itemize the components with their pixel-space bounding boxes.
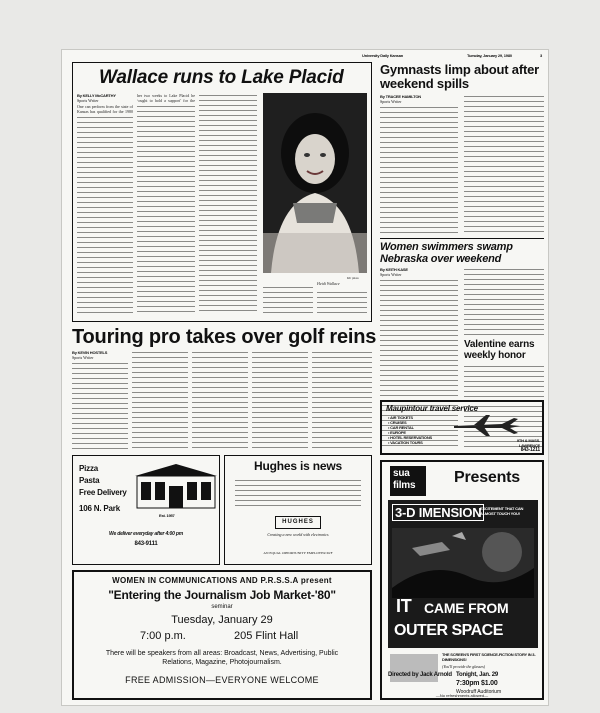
golf-col1-lines [72, 361, 128, 449]
gymnasts-byline: By TRACEE HAMILTON [380, 94, 421, 99]
journalism-ad-date: Tuesday, January 29 [171, 614, 273, 626]
travel-ad-name: Maupintour travel service [386, 404, 478, 413]
wallace-col2-text: her two weeks to Lake Placid he ‘ought to hold a support’ for the [137, 93, 195, 103]
film-tagline: EXCITEMENT THAT CAN ALMOST TOUCH YOU! [480, 506, 524, 516]
masthead-paper: University Daily Kansan [362, 53, 403, 58]
gymnasts-role: Sports Writer [380, 99, 402, 104]
pizza-ad-name1: Pizza [79, 464, 99, 473]
hughes-logo: HUGHES [275, 516, 321, 529]
wallace-story-box [72, 62, 372, 322]
travel-service-item: • CRUISES [388, 420, 407, 425]
pizza-ad-delivery-text: We deliver everyday after 4:00 pm [109, 531, 183, 537]
journalism-ad-org: WOMEN IN COMMUNICATIONS AND P.R.S.S.A present [112, 576, 332, 585]
film-glasses-note: (You'll provide the glasses) [442, 664, 486, 669]
travel-service-item: • AIR TICKETS [388, 415, 413, 420]
wallace-role: Sports Writer [77, 98, 99, 103]
film-director: Directed by Jack Arnold [388, 672, 452, 678]
masthead-date: Tuesday, January 29, 1980 [467, 53, 512, 58]
journalism-ad-admission: FREE ADMISSION—EVERYONE WELCOME [125, 675, 319, 685]
film-title-part3: OUTER SPACE [394, 622, 503, 639]
film-format: 3-D IMENSION [392, 504, 484, 521]
newspaper-page [62, 50, 548, 705]
travel-ad-address: 9TH & MASS. [516, 438, 540, 443]
hughes-ad-body-lines [235, 478, 361, 508]
gymnasts-col2-lines [464, 94, 544, 235]
pizza-ad-established: Est. 1957 [159, 513, 175, 518]
sua-films-logo [390, 466, 426, 496]
swimmers-col2-lines [464, 267, 544, 335]
travel-ad-phone: 843-1211 [520, 447, 540, 453]
golf-col4-lines [252, 350, 308, 449]
film-times: 7:30pm $1.00 [456, 680, 498, 687]
travel-ad-city: LAWRENCE [518, 443, 540, 448]
wallace-photo-caption: Heidi Wallace [317, 281, 340, 286]
pizza-ad-name3: Free Delivery [79, 488, 127, 497]
pizza-ad [72, 455, 220, 565]
wallace-col2-lines [137, 104, 195, 315]
film-ad-presents: Presents [454, 469, 520, 486]
valentine-headline: Valentine earns weekly honor [464, 339, 535, 361]
travel-service-item: • HOTEL RESERVATIONS [388, 435, 433, 440]
travel-service-item: • EUROPE [388, 430, 406, 435]
film-title-part2: CAME FROM [424, 600, 509, 616]
masthead-page-number: 3 [540, 53, 543, 58]
gymnasts-col1-lines [380, 105, 458, 235]
wallace-col5-lines [317, 290, 367, 315]
golf-byline: By KEVIN HOSTELS [72, 350, 108, 355]
golf-col5-lines [312, 350, 372, 449]
journalism-ad-subtitle: seminar [211, 604, 233, 610]
film-venue: Woodruff Auditorium [456, 689, 502, 695]
journalism-ad [72, 570, 372, 700]
wallace-col1-lines [77, 115, 133, 315]
sua-logo-line1: sua [393, 468, 410, 479]
hughes-ad-eeo: AN EQUAL OPPORTUNITY EMPLOYER M/F [263, 551, 333, 555]
journalism-ad-speakers: There will be speakers from all areas: Broadcast, News, Advertising, Public Relations, Magazine, Photojournalism. [105, 650, 339, 666]
swimmers-headline: Women swimmers swamp Nebraska over weekend [380, 241, 513, 265]
golf-role: Sports Writer [72, 355, 94, 360]
film-poster [388, 500, 538, 648]
wallace-col1-text: One can perform from the state of Kansas has qualified for the 1980 [77, 104, 133, 114]
gymnasts-headline: Gymnasts limp about after weekend spills [380, 62, 539, 91]
journalism-ad-time: 7:00 p.m. [140, 630, 186, 642]
travel-ad [380, 400, 544, 455]
sua-logo-line2: films [393, 480, 416, 491]
film-ad [380, 460, 544, 700]
pizza-ad-address: 106 N. Park [79, 504, 120, 513]
wallace-col3-lines [199, 93, 257, 315]
pizza-ad-delivery [73, 531, 219, 537]
journalism-ad-place: 205 Flint Hall [234, 630, 299, 642]
travel-service-item: • CAR RENTAL [388, 425, 414, 430]
film-title-part1: IT [396, 596, 412, 616]
storefront-illustration-icon [135, 462, 217, 510]
swimmers-byline: By KEITH KASE [380, 267, 408, 272]
travel-ad-services [388, 415, 432, 445]
pizza-ad-name2: Pasta [79, 476, 100, 485]
airplane-icon [452, 412, 522, 437]
wallace-col4-lines [263, 285, 313, 315]
hughes-ad-footer: Creating a new world with electronics [267, 532, 329, 537]
golf-headline: Touring pro takes over golf reins [72, 326, 377, 348]
film-showtime: Tonight, Jan. 29 [456, 672, 499, 678]
golf-col2-lines [132, 350, 188, 449]
travel-service-item: • VACATION TOURS [388, 440, 423, 445]
film-poster-art-image [392, 528, 534, 598]
film-footer: —No refreshments allowed— [435, 693, 489, 698]
wallace-photo-credit: KU photo [347, 276, 359, 280]
wallace-byline: By KELLY McCARTHY [77, 93, 116, 98]
swimmers-role: Sports Writer [380, 272, 402, 277]
hughes-ad [224, 455, 372, 565]
film-promo: THE SCREEN'S FIRST SCIENCE-FICTION STORY IN 3-DIMENSIONS! [442, 652, 536, 662]
pizza-ad-phone: 843-9111 [134, 541, 158, 547]
hughes-ad-headline: Hughes is news [254, 459, 342, 473]
skier-portrait-image [263, 93, 367, 273]
wallace-headline: Wallace runs to Lake Placid [99, 67, 344, 88]
divider [380, 238, 544, 239]
wallace-photo [263, 93, 367, 273]
journalism-ad-title: "Entering the Journalism Job Market-'80" [108, 588, 336, 602]
golf-col3-lines [192, 350, 248, 449]
